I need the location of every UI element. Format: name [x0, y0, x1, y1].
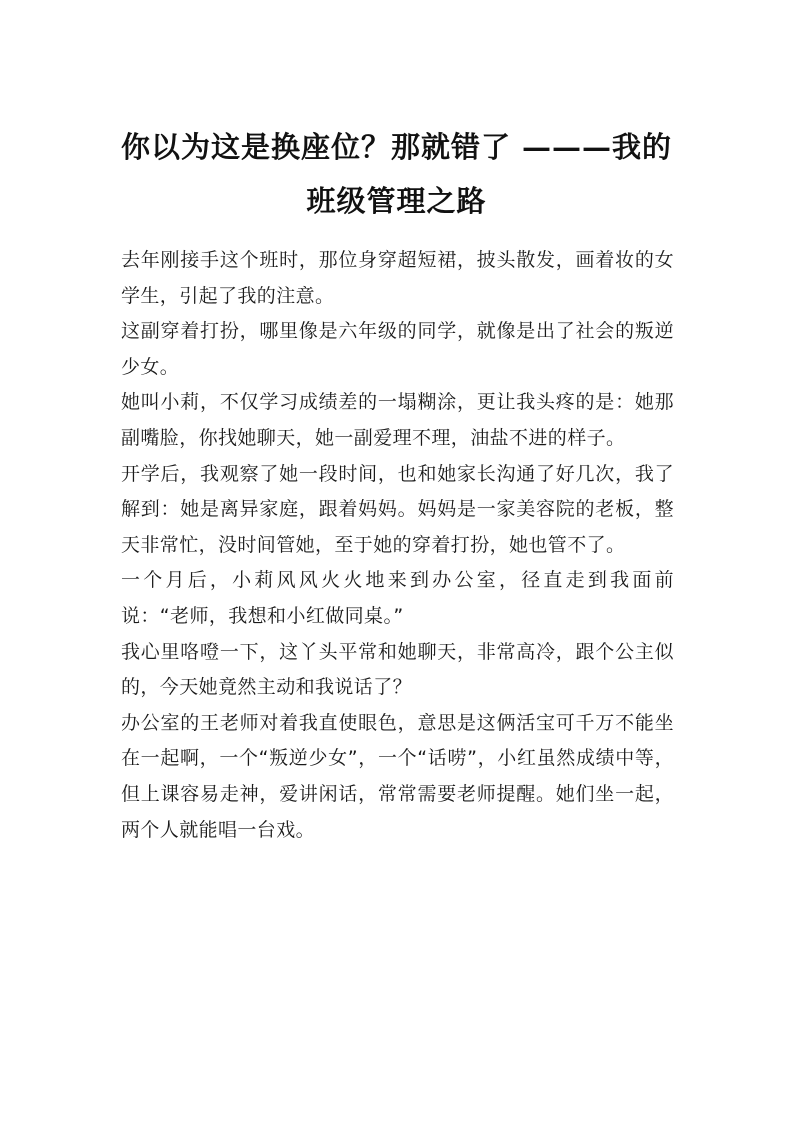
paragraph: 一个月后，小莉风风火火地来到办公室，径直走到我面前说：“老师，我想和小红做同桌。”	[121, 569, 674, 627]
paragraph: 我心里咯噔一下，这丫头平常和她聊天，非常高冷，跟个公主似的，今天她竟然主动和我说话了？	[121, 640, 674, 699]
paragraph: 她叫小莉，不仅学习成绩差的一塌糊涂，更让我头疼的是：她那副嘴脸，你找她聊天，她一副爱理不理，油盐不进的样子。	[121, 391, 674, 449]
paragraph: 办公室的王老师对着我直使眼色，意思是这俩活宝可千万不能坐在一起啊，一个“叛逆少女”，一个“话唠”，小红虽然成绩中等，但上课容易走神，爱讲闲话，常常需要老师提醒。她们坐一起，两个人就能唱一台戏。	[121, 711, 674, 841]
paragraph: 开学后，我观察了她一段时间，也和她家长沟通了好几次，我了解到：她是离异家庭，跟着妈妈。妈妈是一家美容院的老板，整天非常忙，没时间管她，至于她的穿着打扮，她也管不了。	[121, 462, 674, 556]
document-title: 你以为这是换座位？那就错了 ———我的班级管理之路	[120, 130, 673, 218]
document-body	[121, 243, 674, 848]
paragraph: 这副穿着打扮，哪里像是六年级的同学，就像是出了社会的叛逆少女。	[121, 320, 674, 378]
paragraph: 去年刚接手这个班时，那位身穿超短裙，披头散发，画着妆的女学生，引起了我的注意。	[121, 249, 674, 307]
